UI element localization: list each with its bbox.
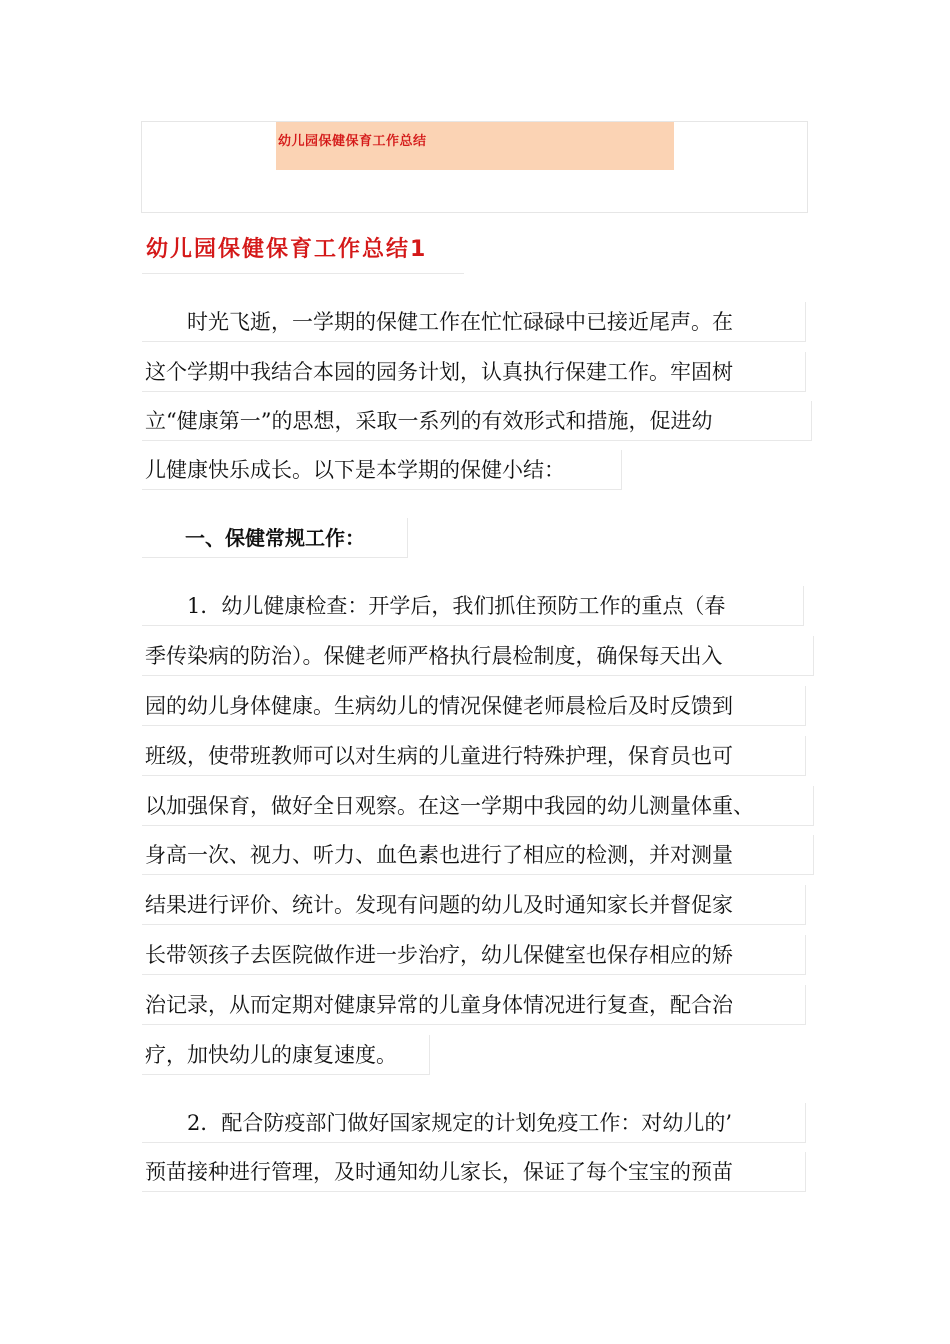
- item1-line: 疗，加快幼儿的康复速度。: [142, 1035, 430, 1075]
- section-heading: 一、保健常规工作：: [142, 518, 408, 558]
- item1-line: 1．幼儿健康检查：开学后，我们抓住预防工作的重点（春: [142, 586, 804, 626]
- intro-line: 这个学期中我结合本园的园务计划，认真执行保建工作。牢固树: [142, 352, 806, 392]
- item1-line: 园的幼儿身体健康。生病幼儿的情况保健老师晨检后及时反馈到: [142, 686, 806, 726]
- intro-line: 儿健康快乐成长。以下是本学期的保健小结：: [142, 450, 622, 490]
- title-underline: [142, 273, 464, 274]
- item1-line: 季传染病的防治）。保健老师严格执行晨检制度，确保每天出入: [142, 636, 814, 676]
- item2-line: 预苗接种进行管理，及时通知幼儿家长，保证了每个宝宝的预苗: [142, 1152, 806, 1192]
- item1-line: 结果进行评价、统计。发现有问题的幼儿及时通知家长并督促家: [142, 885, 806, 925]
- item2-line: 2．配合防疫部门做好国家规定的计划免疫工作：对幼儿的’: [142, 1103, 806, 1143]
- item1-line: 长带领孩子去医院做作进一步治疗，幼儿保健室也保存相应的矫: [142, 935, 806, 975]
- intro-line: 立“健康第一”的思想，采取一系列的有效形式和措施，促进幼: [142, 401, 812, 441]
- document-title: 幼儿园保健保育工作总结1: [146, 237, 428, 262]
- header-title: 幼儿园保健保育工作总结: [278, 134, 427, 149]
- item1-line: 以加强保育，做好全日观察。在这一学期中我园的幼儿测量体重、: [142, 786, 814, 826]
- item1-line: 治记录，从而定期对健康异常的儿童身体情况进行复查，配合治: [142, 985, 806, 1025]
- item1-line: 身高一次、视力、听力、血色素也进行了相应的检测，并对测量: [142, 835, 814, 875]
- item1-line: 班级，使带班教师可以对生病的儿童进行特殊护理，保育员也可: [142, 736, 806, 776]
- intro-line: 时光飞逝，一学期的保健工作在忙忙碌碌中已接近尾声。在: [142, 302, 806, 342]
